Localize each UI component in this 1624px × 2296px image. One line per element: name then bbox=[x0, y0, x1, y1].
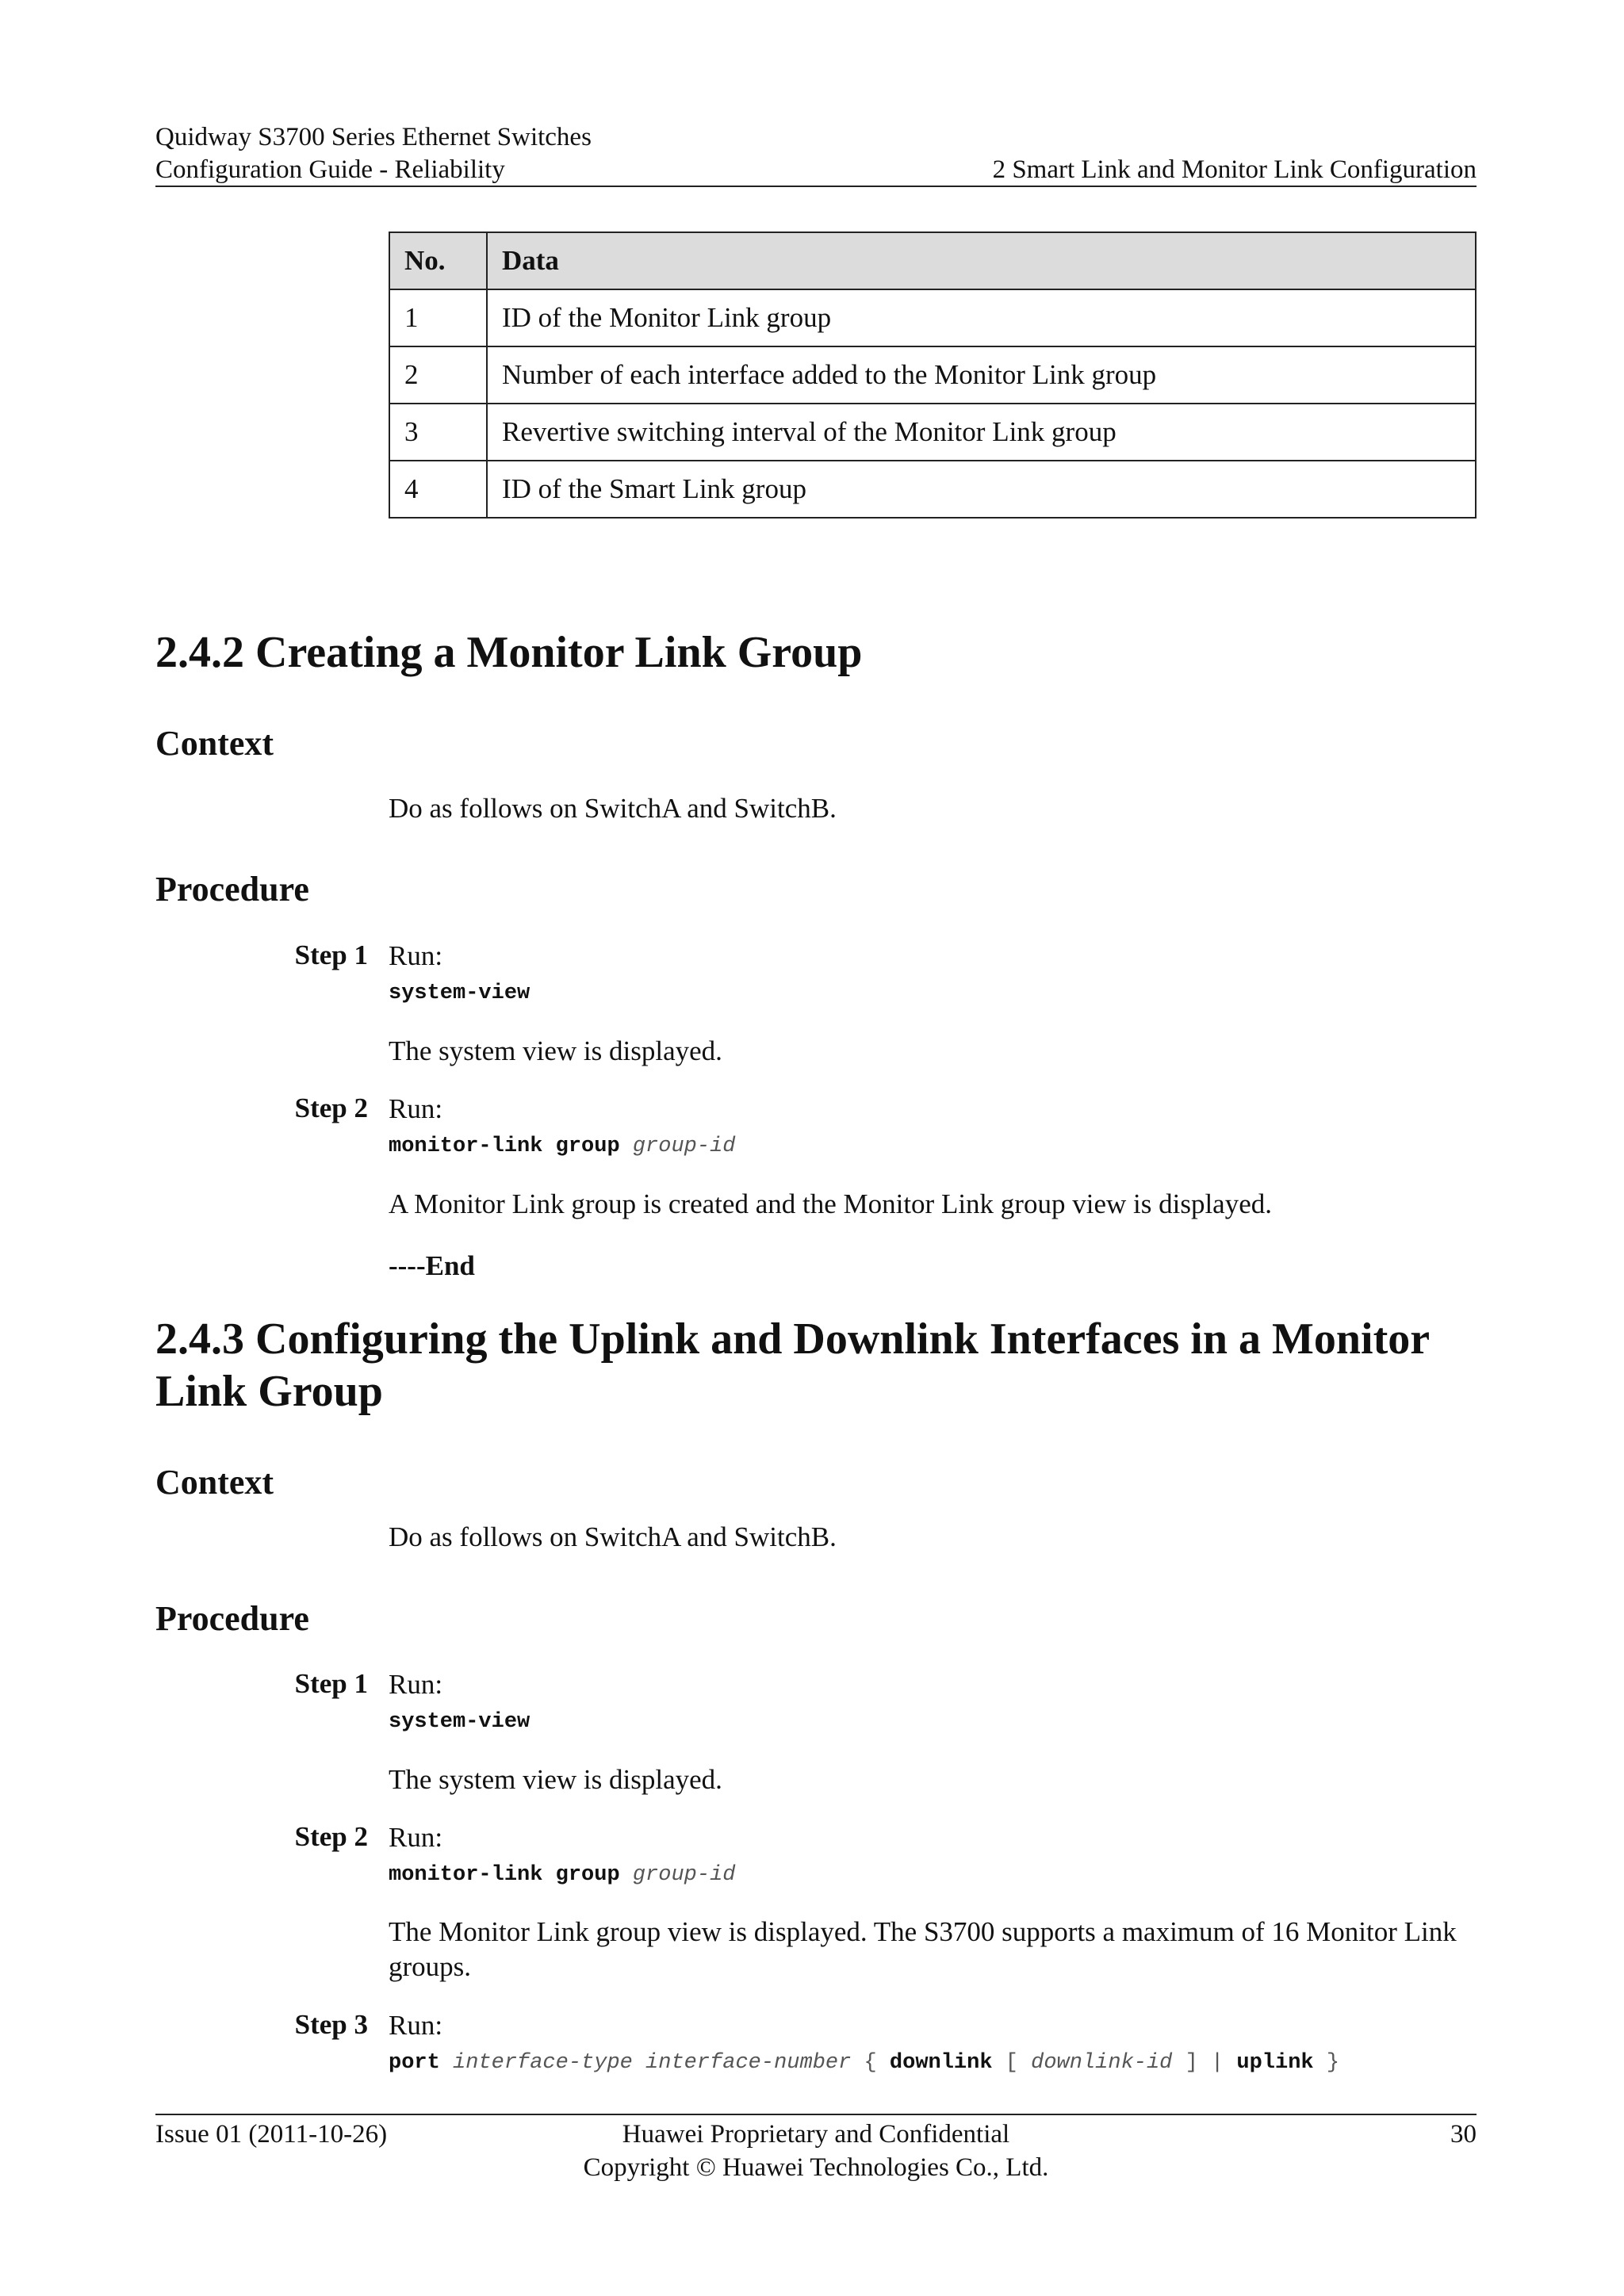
step-description: The system view is displayed. bbox=[389, 1764, 722, 1795]
command-brace: } bbox=[1326, 2051, 1340, 2075]
step-description: The system view is displayed. bbox=[389, 1035, 722, 1066]
step-description: A Monitor Link group is created and the Monitor Link group view is displayed. bbox=[389, 1188, 1272, 1219]
table-cell-data: Revertive switching interval of the Monitor Link group bbox=[487, 404, 1476, 461]
context-heading: Context bbox=[155, 1463, 274, 1502]
context-text: Do as follows on SwitchA and SwitchB. bbox=[389, 793, 837, 824]
step-run: Run: bbox=[389, 1669, 443, 1700]
context-text: Do as follows on SwitchA and SwitchB. bbox=[389, 1521, 837, 1552]
command-line bbox=[389, 979, 530, 1008]
table-row bbox=[389, 461, 1476, 518]
table-row bbox=[389, 346, 1476, 404]
footer-issue: Issue 01 (2011-10-26) bbox=[155, 2120, 388, 2149]
header-chapter: 2 Smart Link and Monitor Link Configuration bbox=[992, 155, 1477, 184]
command-line bbox=[389, 1861, 735, 1889]
command-line bbox=[389, 2049, 1339, 2077]
context-heading: Context bbox=[155, 724, 274, 763]
footer-copyright: Copyright © Huawei Technologies Co., Ltd. bbox=[583, 2153, 1049, 2182]
data-table bbox=[389, 232, 1477, 519]
command-bracket: [ bbox=[1005, 2051, 1018, 2075]
step-description-line2: groups. bbox=[389, 1951, 472, 1982]
command-keyword: monitor-link group bbox=[389, 1135, 620, 1158]
table-header-no: No. bbox=[389, 232, 487, 289]
command-brace: { bbox=[864, 2051, 877, 2075]
command-line bbox=[389, 1708, 530, 1736]
step-label: Step 2 bbox=[294, 1821, 368, 1852]
step-label: Step 3 bbox=[294, 2009, 368, 2040]
command-keyword: uplink bbox=[1236, 2051, 1314, 2075]
command-pipe: | bbox=[1211, 2051, 1224, 2075]
command-keyword: system-view bbox=[389, 982, 530, 1005]
command-line bbox=[389, 1132, 735, 1161]
command-keyword: monitor-link group bbox=[389, 1863, 620, 1887]
step-run: Run: bbox=[389, 1822, 443, 1853]
step-label: Step 1 bbox=[294, 939, 368, 970]
table-header-data: Data bbox=[487, 232, 1476, 289]
table-cell-data: Number of each interface added to the Monitor Link group bbox=[487, 346, 1476, 404]
section-title-2-4-2: 2.4.2 Creating a Monitor Link Group bbox=[155, 628, 863, 677]
table-row bbox=[389, 289, 1476, 346]
header-product: Quidway S3700 Series Ethernet Switches bbox=[155, 123, 592, 151]
table-cell-no: 1 bbox=[389, 289, 487, 346]
command-bracket: ] bbox=[1185, 2051, 1198, 2075]
table-cell-no: 2 bbox=[389, 346, 487, 404]
footer-confidential: Huawei Proprietary and Confidential bbox=[622, 2120, 1010, 2149]
section-title-2-4-3-line2: Link Group bbox=[155, 1367, 383, 1416]
step-label: Step 2 bbox=[294, 1093, 368, 1123]
table-cell-data: ID of the Monitor Link group bbox=[487, 289, 1476, 346]
table-cell-data: ID of the Smart Link group bbox=[487, 461, 1476, 518]
procedure-heading: Procedure bbox=[155, 1599, 309, 1638]
step-run: Run: bbox=[389, 2010, 443, 2041]
step-run: Run: bbox=[389, 1093, 443, 1124]
header-rule bbox=[155, 186, 1477, 187]
step-run: Run: bbox=[389, 940, 443, 971]
procedure-heading: Procedure bbox=[155, 870, 309, 909]
step-label: Step 1 bbox=[294, 1668, 368, 1699]
footer-rule bbox=[155, 2114, 1477, 2115]
table-cell-no: 4 bbox=[389, 461, 487, 518]
section-title-2-4-3-line1: 2.4.3 Configuring the Uplink and Downlink Interfaces in a Monitor bbox=[155, 1314, 1431, 1364]
command-keyword: downlink bbox=[889, 2051, 993, 2075]
table-header-row bbox=[389, 232, 1476, 289]
footer-page-number: 30 bbox=[1450, 2120, 1477, 2149]
command-argument: group-id bbox=[632, 1135, 736, 1158]
step-description-line1: The Monitor Link group view is displayed. The S3700 supports a maximum of 16 Monitor Link bbox=[389, 1916, 1457, 1947]
command-argument: downlink-id bbox=[1031, 2051, 1173, 2075]
command-keyword: port bbox=[389, 2051, 440, 2075]
command-argument: interface-type interface-number bbox=[453, 2051, 852, 2075]
command-keyword: system-view bbox=[389, 1710, 530, 1734]
table-cell-no: 3 bbox=[389, 404, 487, 461]
header-guide: Configuration Guide - Reliability bbox=[155, 155, 505, 184]
table-row bbox=[389, 404, 1476, 461]
command-argument: group-id bbox=[632, 1863, 736, 1887]
end-marker: ----End bbox=[389, 1250, 475, 1281]
